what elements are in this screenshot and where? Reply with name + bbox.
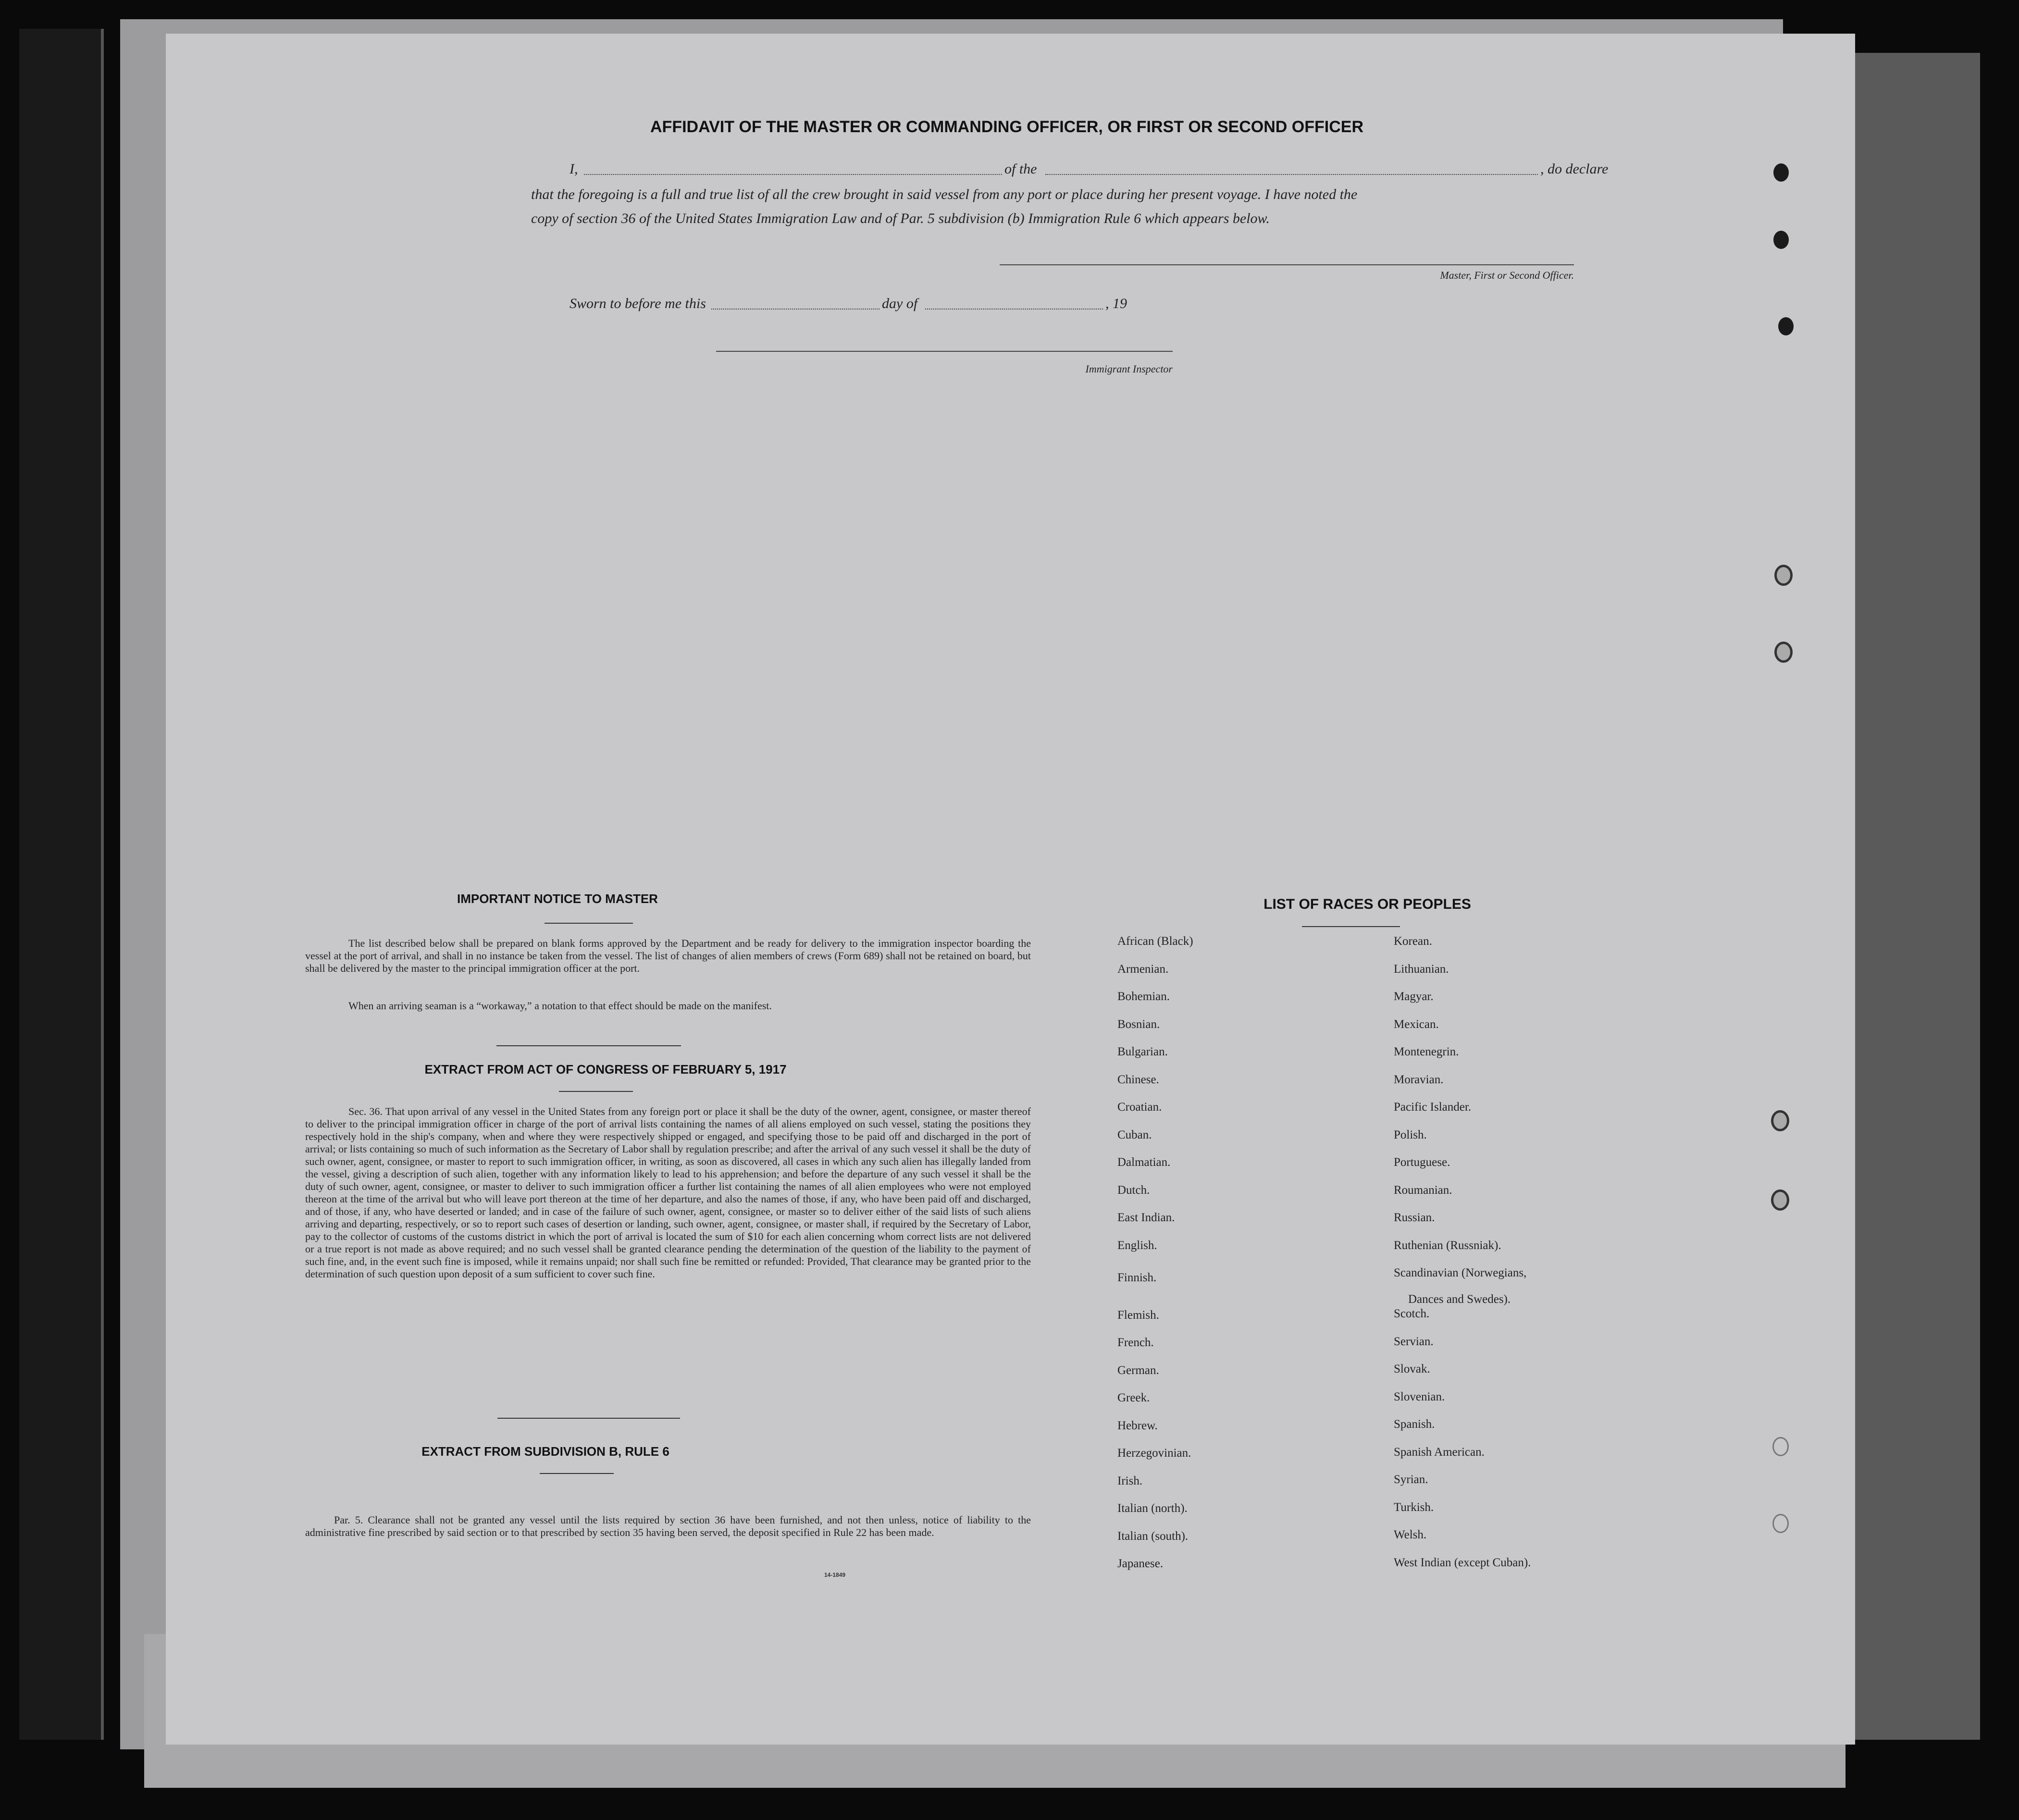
race-item: Flemish. [1117, 1309, 1159, 1322]
affidavit-declare-label: , do declare [1540, 161, 1609, 177]
race-item: Turkish. [1394, 1501, 1434, 1514]
race-item: Hebrew. [1117, 1419, 1158, 1432]
race-item: Servian. [1394, 1335, 1434, 1348]
race-item: Moravian. [1394, 1073, 1444, 1086]
ring-hole-icon [1774, 565, 1793, 586]
race-item: Herzegovinian. [1117, 1447, 1191, 1460]
race-item: Cuban. [1117, 1128, 1152, 1141]
race-item: Dutch. [1117, 1184, 1150, 1197]
notice-para1: The list described below shall be prepared on blank forms approved by the Department and be ready for delivery to the immigration inspector boarding the vessel at the port of arrival, and shall in no instance be taken from the vessel. The list of changes of alien members of crews (Form 689) shall not be retained on board, but shall be delivered by the master to the principal immigration officer at the port. [305, 937, 1031, 974]
day-of-label: day of [882, 296, 918, 311]
race-item: Portuguese. [1394, 1156, 1450, 1169]
race-item: Slovenian. [1394, 1390, 1445, 1403]
notice-divider [545, 923, 633, 924]
race-item: German. [1117, 1364, 1159, 1377]
race-item: Welsh. [1394, 1528, 1427, 1541]
sworn-label: Sworn to before me this [570, 296, 706, 311]
extract-act-divider [559, 1091, 633, 1092]
race-item: Russian. [1394, 1211, 1435, 1224]
race-item: Pacific Islander. [1394, 1101, 1472, 1114]
race-item: Slovak. [1394, 1362, 1430, 1375]
race-item: Ruthenian (Russniak). [1394, 1239, 1501, 1252]
races-title: LIST OF RACES OR PEOPLES [1263, 896, 1471, 912]
extract-rule-divider [540, 1473, 614, 1474]
extract-rule-title: EXTRACT FROM SUBDIVISION B, RULE 6 [421, 1444, 669, 1459]
affidavit-i-label: I, [570, 161, 578, 177]
race-item: Roumanian. [1394, 1184, 1452, 1197]
race-item: Irish. [1117, 1474, 1143, 1487]
race-item: Syrian. [1394, 1473, 1428, 1486]
ring-hole-icon [1772, 1514, 1789, 1533]
race-item: Bulgarian. [1117, 1045, 1168, 1058]
ring-hole-icon [1771, 1110, 1789, 1131]
punch-hole-icon [1778, 317, 1794, 335]
race-item: Italian (north). [1117, 1502, 1188, 1515]
binder-spine [19, 29, 104, 1740]
affidavit-title: AFFIDAVIT OF THE MASTER OR COMMANDING OFFICER, OR FIRST OR SECOND OFFICER [650, 118, 1363, 136]
punch-hole-icon [1773, 231, 1789, 249]
race-item: Scotch. [1394, 1307, 1430, 1320]
race-item: Spanish. [1394, 1418, 1435, 1431]
race-item: Finnish. [1117, 1271, 1157, 1284]
race-item: Japanese. [1117, 1557, 1164, 1570]
extract-act-title: EXTRACT FROM ACT OF CONGRESS OF FEBRUARY 5, 1917 [424, 1062, 787, 1077]
extract-act-bottom-divider [497, 1418, 680, 1419]
affidavit-line3: copy of section 36 of the United States Immigration Law and of Par. 5 subdivision (b) Immigration Rule 6 which appears below. [531, 210, 1270, 226]
races-divider [1302, 926, 1400, 927]
affidavit-line2: that the foregoing is a full and true list of all the crew brought in said vessel from any port or place during her present voyage. I have noted the [531, 186, 1358, 202]
form-number: 14-1849 [824, 1572, 846, 1578]
sworn-month-field[interactable] [925, 309, 1103, 310]
race-item: Bohemian. [1117, 990, 1170, 1003]
race-item: Montenegrin. [1394, 1045, 1459, 1058]
race-item: Chinese. [1117, 1073, 1159, 1086]
name-field[interactable] [584, 174, 1002, 175]
binder-right-panel [1841, 53, 1980, 1740]
year-label: , 19 [1105, 296, 1127, 311]
race-item: Korean. [1394, 935, 1432, 948]
race-item: Italian (south). [1117, 1530, 1189, 1543]
ring-hole-icon [1772, 1437, 1789, 1456]
race-item: East Indian. [1117, 1211, 1175, 1224]
race-item: Lithuanian. [1394, 963, 1449, 976]
ring-hole-icon [1774, 642, 1793, 663]
race-item: Bosnian. [1117, 1018, 1160, 1031]
affidavit-of-label: of the [1004, 161, 1037, 177]
race-item: Dances and Swedes). [1408, 1292, 1511, 1306]
race-item: Mexican. [1394, 1018, 1439, 1031]
inspector-label: Immigrant Inspector [1085, 363, 1173, 375]
notice-title: IMPORTANT NOTICE TO MASTER [457, 891, 658, 906]
punch-hole-icon [1773, 163, 1789, 182]
race-item: Scandinavian (Norwegians, [1394, 1266, 1527, 1279]
race-item: African (Black) [1117, 935, 1193, 948]
sworn-day-field[interactable] [711, 309, 879, 310]
race-item: West Indian (except Cuban). [1394, 1556, 1531, 1569]
race-item: Croatian. [1117, 1101, 1162, 1114]
master-label: Master, First or Second Officer. [1440, 269, 1574, 281]
race-item: Greek. [1117, 1391, 1150, 1404]
race-item: English. [1117, 1239, 1157, 1252]
race-item: Magyar. [1394, 990, 1434, 1003]
race-item: French. [1117, 1336, 1154, 1349]
extract-act-text: Sec. 36. That upon arrival of any vessel in the United States from any foreign port or place it shall be the duty of the owner, agent, consignee, or master thereof to deliver to the principal immigration officer in charge of the port of arrival lists containing the names of all aliens employed on such vessel, stating the positions they respectively hold in the ship's company, when and where they were respectively shipped or engaged, and specifying those to be paid off and discharged in the port of arrival; or lists containing so much of such information as the Secretary of Labor shall by regulation prescribe; and after the arrival of any such vessel it shall be the duty of such owner, agent, consignee, or master to report to such immigration officer, in writing, as soon as discovered, all cases in which any such alien has illegally landed from the vessel, giving a description of such alien, together with any information likely to lead to his apprehension; and before the departure of any such vessel it shall be the duty of such owner, agent, consignee, or master to deliver to such immigration officer a further list containing the names of all alien employees who were not employed thereon at the time of the arrival but who will leave port thereon at the time of her departure, and also the names of those, if any, who have been paid off and discharged, and of those, if any, who have deserted or landed; and in case of the failure of such owner, agent, consignee, or master so to deliver either of the said lists of such aliens arriving and departing, respectively, or so to report such cases of desertion or landing, such owner, agent, consignee, or master shall, if required by the Secretary of Labor, pay to the collector of customs of the customs district in which the port of arrival is located the sum of $10 for each alien concerning whom correct lists are not delivered or a true report is not made as above required; and no such vessel shall be granted clearance pending the determination of the question of the liability to the payment of such fine, and, in the event such fine is imposed, while it remains unpaid; nor shall such fine be remitted or refunded: Provided, That clearance may be granted prior to the determination of such question upon deposit of a sum sufficient to cover such fine. [305, 1105, 1031, 1280]
notice-para2: When an arriving seaman is a “workaway,” a notation to that effect should be made on the manifest. [348, 1000, 772, 1012]
race-item: Spanish American. [1394, 1446, 1485, 1459]
document-sheet [166, 34, 1855, 1745]
extract-rule-text: Par. 5. Clearance shall not be granted any vessel until the lists required by section 36 have been furnished, and not then unless, notice of liability to the administrative fine prescribed by said section or to that prescribed by section 35 having been served, the deposit specified in Rule 22 has been made. [305, 1514, 1031, 1538]
race-item: Dalmatian. [1117, 1156, 1171, 1169]
race-item: Armenian. [1117, 963, 1169, 976]
vessel-field[interactable] [1045, 174, 1538, 175]
ring-hole-icon [1771, 1189, 1789, 1211]
race-item: Polish. [1394, 1128, 1427, 1141]
notice-bottom-divider [496, 1045, 681, 1046]
master-signature-line[interactable] [1000, 264, 1574, 265]
inspector-signature-line[interactable] [716, 351, 1173, 352]
